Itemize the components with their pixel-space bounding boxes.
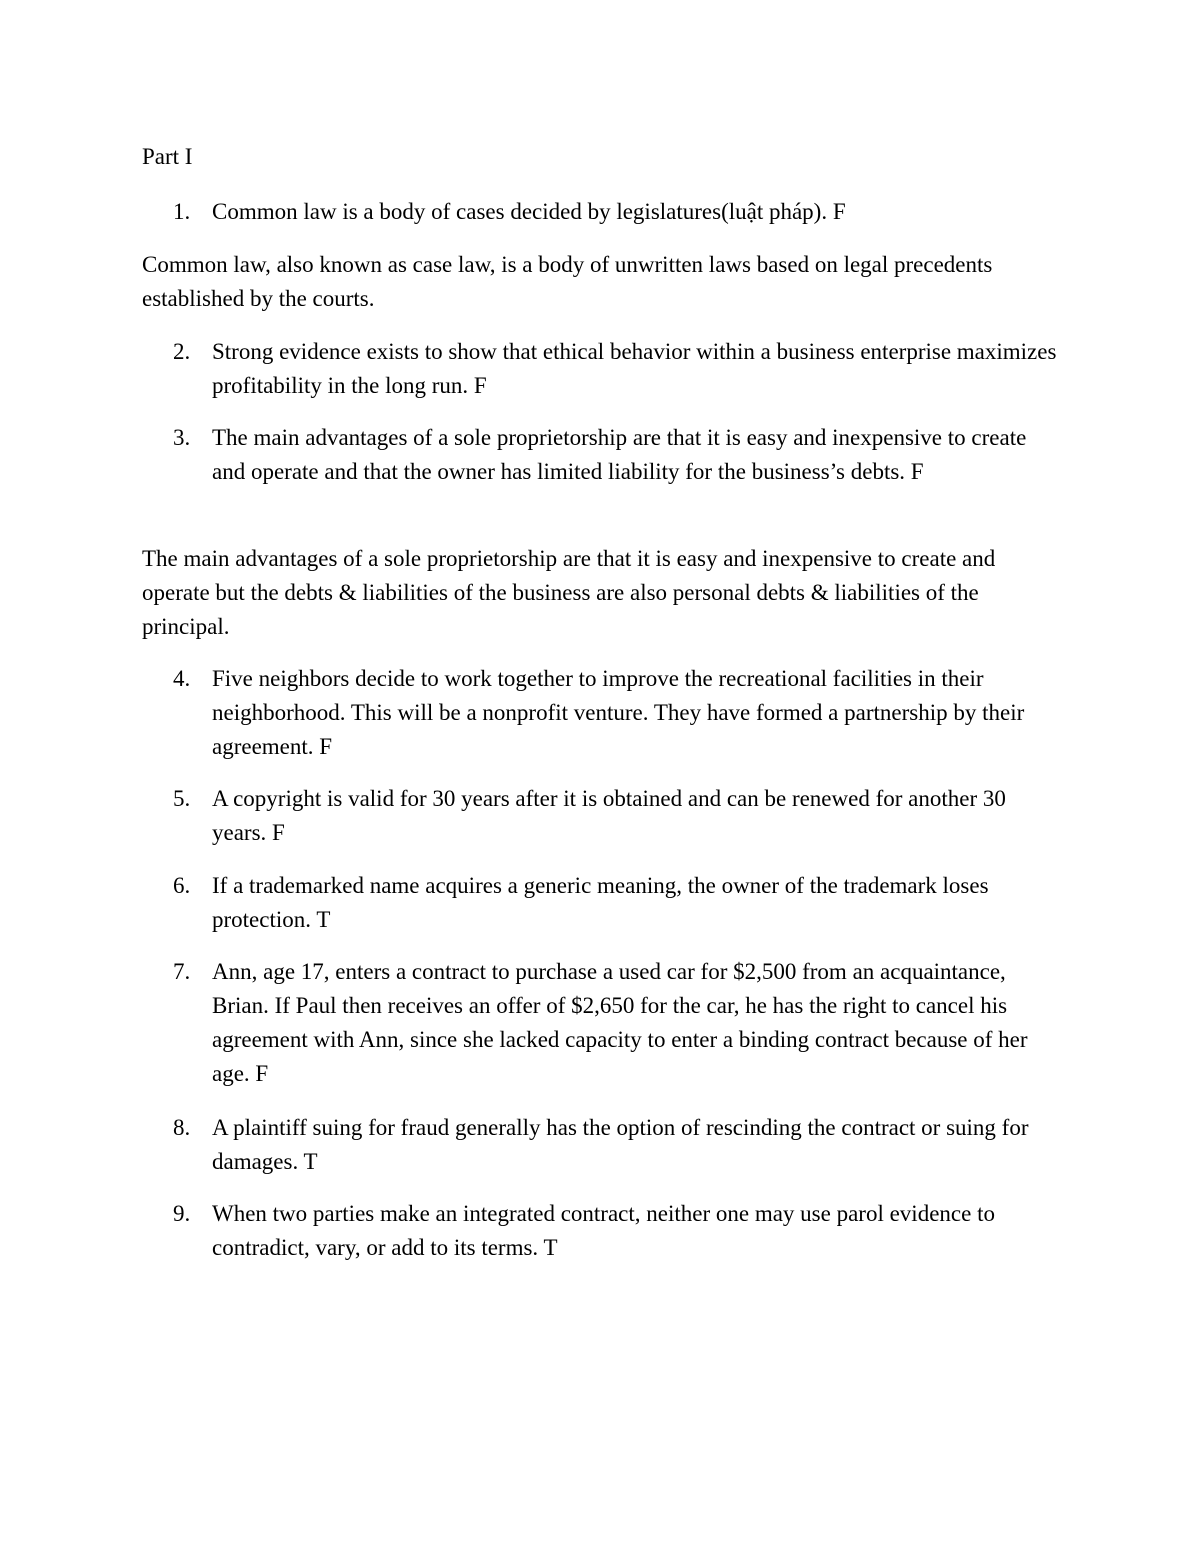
question-number: 7. (173, 959, 191, 984)
question-item-5 (142, 782, 1062, 850)
question-text: Strong evidence exists to show that ethical behavior within a business enterprise maximizes profitability in the long run. F (212, 339, 1057, 398)
question-text: If a trademarked name acquires a generic meaning, the owner of the trademark loses protection. T (212, 873, 989, 932)
question-item-9 (142, 1197, 1062, 1265)
answer-note-2: The main advantages of a sole proprietorship are that it is easy and inexpensive to create and operate but the debts & liabilities of the business are also personal debts & liabilities of the principal. (142, 546, 996, 639)
question-item-1 (142, 195, 1062, 229)
question-text: When two parties make an integrated contract, neither one may use parol evidence to contradict, vary, or add to its terms. T (212, 1201, 995, 1260)
answer-note-1: Common law, also known as case law, is a body of unwritten laws based on legal precedents established by the courts. (142, 252, 993, 311)
question-number: 2. (173, 339, 191, 364)
question-item-8 (142, 1111, 1062, 1179)
question-number: 1. (173, 199, 191, 224)
question-number: 5. (173, 786, 191, 811)
question-number: 6. (173, 873, 191, 898)
question-text: Common law is a body of cases decided by legislatures(luật pháp). F (212, 199, 846, 224)
question-text: Ann, age 17, enters a contract to purchase a used car for $2,500 from an acquaintance, Brian. If Paul then receives an offer of $2,650 for the car, he has the right to cancel his agreement with Ann, since she lacked capacity to enter a binding contract because of her age. F (212, 959, 1028, 1086)
question-number: 9. (173, 1201, 191, 1226)
question-text: A copyright is valid for 30 years after it is obtained and can be renewed for another 30 years. F (212, 786, 1006, 845)
question-item-3 (142, 421, 1062, 489)
question-item-6 (142, 869, 1062, 937)
question-number: 3. (173, 425, 191, 450)
question-text: The main advantages of a sole proprietorship are that it is easy and inexpensive to create and operate and that the owner has limited liability for the business’s debts. F (212, 425, 1027, 484)
question-text: A plaintiff suing for fraud generally has the option of rescinding the contract or suing for damages. T (212, 1115, 1029, 1174)
question-item-4 (142, 662, 1062, 764)
question-text: Five neighbors decide to work together to improve the recreational facilities in their neighborhood. This will be a nonprofit venture. They have formed a partnership by their agreement. F (212, 666, 1025, 759)
question-number: 8. (173, 1115, 191, 1140)
section-heading: Part I (142, 144, 193, 169)
question-item-7 (142, 955, 1062, 1091)
question-item-2 (142, 335, 1062, 403)
question-number: 4. (173, 666, 191, 691)
